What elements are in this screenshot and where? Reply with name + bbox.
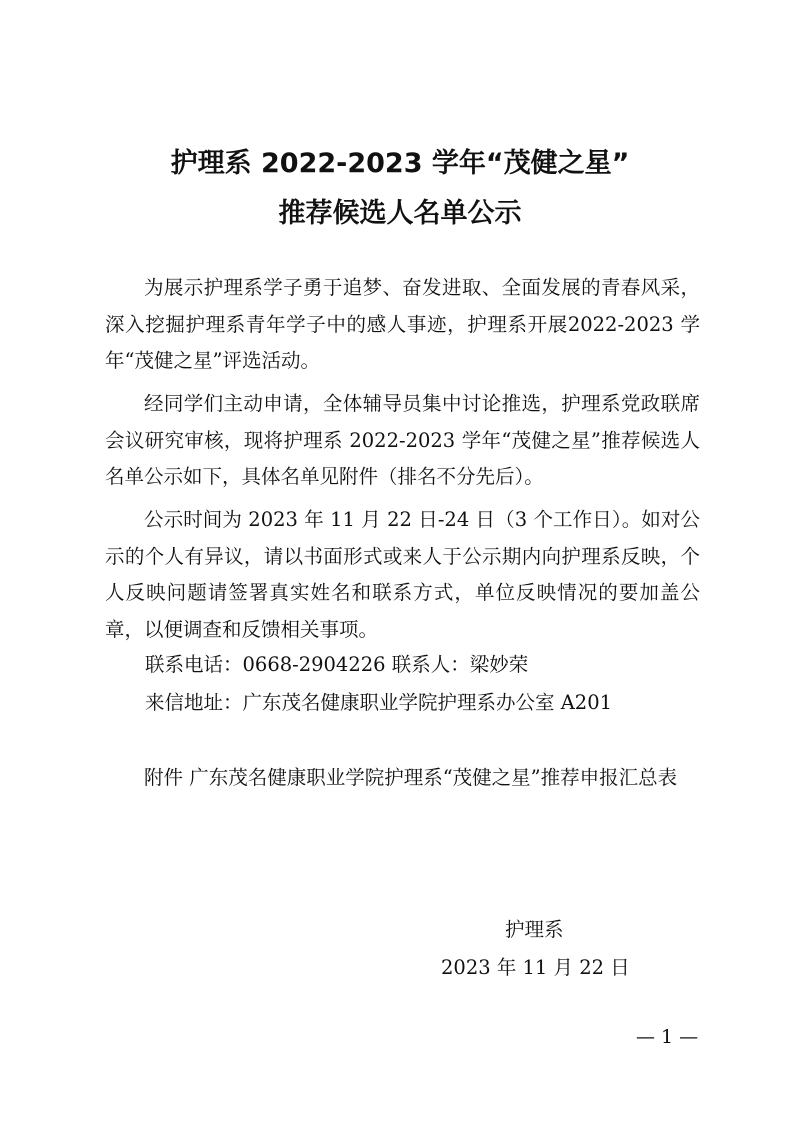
signature-department: 护理系	[505, 918, 564, 941]
mailing-address: 来信地址：广东茂名健康职业学院护理系办公室 A201	[145, 691, 613, 714]
attachment-note: 附件 广东茂名健康职业学院护理系“茂健之星”推荐申报汇总表	[144, 766, 678, 789]
body-paragraph-2: 经同学们主动申请，全体辅导员集中讨论推选，护理系党政联席会议研究审核，现将护理系 2022-2023 学年“茂健之星”推荐候选人名单公示如下，具体名单见附件（排名不分先后）。	[105, 392, 700, 488]
page-number: — 1 —	[636, 1026, 699, 1048]
document-title-line-1: 护理系 2022-2023 学年“茂健之星”	[170, 148, 630, 179]
contact-info: 联系电话：0668-2904226 联系人：梁妙荣	[145, 653, 529, 676]
body-paragraph-3: 公示时间为 2023 年 11 月 22 日-24 日（3 个工作日）。如对公示的个人有异议，请以书面形式或来人于公示期内向护理系反映，个人反映问题请签署真实姓名和联系方式，单位反映情况的要加盖公章，以便调查和反馈相关事项。	[105, 508, 700, 641]
signature-date: 2023 年 11 月 22 日	[441, 956, 630, 979]
document-title-line-2: 推荐候选人名单公示	[278, 198, 522, 229]
body-paragraph-1: 为展示护理系学子勇于追梦、奋发进取、全面发展的青春风采，深入挖掘护理系青年学子中的感人事迹，护理系开展2022-2023 学年“茂健之星”评选活动。	[105, 276, 700, 372]
